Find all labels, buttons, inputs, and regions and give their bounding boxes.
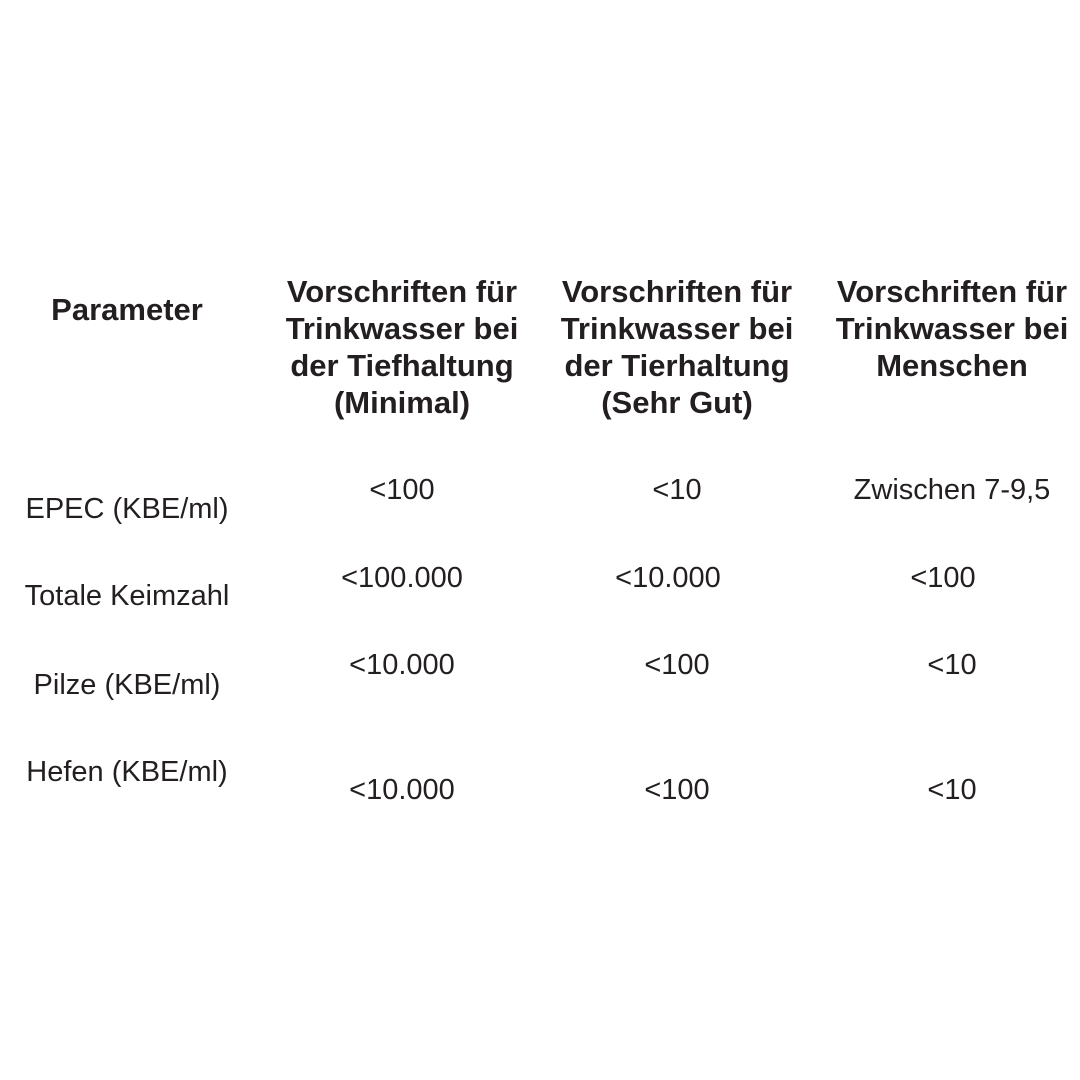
header-minimal	[286, 273, 519, 421]
cell-minimal: <10.000	[349, 774, 455, 806]
header-line: Vorschriften für	[286, 274, 518, 309]
header-line: der Tierhaltung	[564, 348, 790, 383]
cell-menschen: <10	[927, 774, 977, 806]
cell-minimal: <10.000	[349, 649, 455, 681]
cell-menschen: <100	[910, 562, 976, 594]
cell-minimal: <100	[369, 474, 435, 506]
header-line: (Minimal)	[333, 385, 471, 420]
cell-sehr-gut: <100	[644, 774, 710, 806]
header-line: Trinkwasser bei	[285, 311, 519, 346]
header-line: Parameter	[51, 292, 203, 327]
cell-parameter: Hefen (KBE/ml)	[26, 756, 228, 788]
header-line: Trinkwasser bei	[560, 311, 794, 346]
cell-menschen: Zwischen 7-9,5	[853, 474, 1051, 506]
cell-sehr-gut: <100	[644, 649, 710, 681]
header-line: der Tiefhaltung	[290, 348, 514, 383]
cell-menschen: <10	[927, 649, 977, 681]
header-line: Menschen	[876, 348, 1028, 383]
cell-minimal: <100.000	[341, 562, 463, 594]
header-line: (Sehr Gut)	[601, 385, 753, 420]
cell-sehr-gut: <10.000	[615, 562, 721, 594]
header-sehr-gut	[561, 273, 794, 421]
header-menschen	[836, 273, 1069, 384]
cell-parameter: Pilze (KBE/ml)	[33, 669, 221, 701]
header-line: Vorschriften für	[561, 274, 793, 309]
cell-parameter: Totale Keimzahl	[24, 580, 230, 612]
header-line: Trinkwasser bei	[835, 311, 1069, 346]
cell-parameter: EPEC (KBE/ml)	[25, 493, 229, 525]
header-parameter	[51, 291, 203, 328]
header-line: Vorschriften für	[836, 274, 1068, 309]
cell-sehr-gut: <10	[652, 474, 702, 506]
